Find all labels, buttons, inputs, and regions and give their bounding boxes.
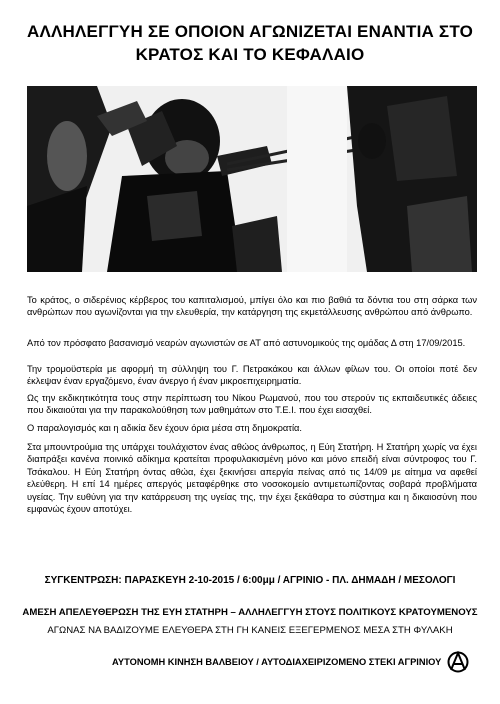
- paragraph-3: Την τρομοϋστερία με αφορμή τη σύλληψη του Γ. Πετρακάκου και άλλων φίλων του. Οι οποίοι ποτέ δεν έκλεψαν έναν εργαζόμενο, έναν άνεργο ή έναν μικροεπιχειρηματία.: [27, 364, 477, 387]
- slogan-struggle: ΑΓΩΝΑΣ ΝΑ ΒΑΔΙΖΟΥΜΕ ΕΛΕΥΘΕΡΑ ΣΤΗ ΓΗ ΚΑΝΕΙΣ ΕΞΕΓΕΡΜΕΝΟΣ ΜΕΣΑ ΣΤΗ ΦΥΛΑΚΗ: [47, 625, 453, 636]
- poster-title-line-2: ΚΡΑΤΟΣ ΚΑΙ ΤΟ ΚΕΦΑΛΑΙΟ: [135, 45, 365, 64]
- footer: [0, 651, 500, 675]
- paragraph-5: Ο παραλογισμός και η αδικία δεν έχουν όρια μέσα στη δημοκρατία.: [27, 423, 302, 433]
- footer-signature: ΑΥΤΟΝΟΜΗ ΚΙΝΗΣΗ ΒΑΛΒΕΙΟΥ / ΑΥΤΟΔΙΑΧΕΙΡΙΖΟΜΕΝΟ ΣΤΕΚΙ ΑΓΡΙΝΙΟΥ: [112, 657, 442, 667]
- slingshot-photo: [27, 86, 477, 272]
- paragraph-1: Το κράτος, ο σιδερένιος κέρβερος του καπιταλισμού, μπίγει όλο και πιο βαθιά τα δόντια του στη σάρκα των ανθρώπων που αγωνίζονται για την ελευθερία, την κατάργηση της εκμετάλλευσης ανθρώπου από άνθρωπο.: [27, 295, 477, 318]
- paragraph-6: Στα μπουντρούμια της υπάρχει τουλάχιστον ένας αθώος άνθρωπος, η Εύη Στατήρη. Η Στατήρη χωρίς να έχει διαπράξει κανένα ποινικό αδίκημα κρατείται προφυλακισμένη μόνο και μόνο επειδή είναι σύντροφος του Γ. Τσάκαλου. Η Εύη Στατήρη όντας αθώα, έχει ξεκινήσει απεργία πείνας από τις 14/09 με αίτημα να αφεθεί ελεύθερη. Η επί 14 ημέρες απεργός μεταφέρθηκε στο νοσοκομείο αντιμετωπίζοντας σοβαρά προβλήματα υγείας. Την ευθύνη για την κατάρρευση της υγείας της, την έχει ξεκάθαρα το σύστημα και η δικαιοσύνη που εμφανώς έχουν αποτύχει.: [27, 442, 477, 515]
- meeting-info: ΣΥΓΚΕΝΤΡΩΣΗ: ΠΑΡΑΣΚΕΥΗ 2-10-2015 / 6:00μμ / ΑΓΡΙΝΙΟ - ΠΛ. ΔΗΜΑΔΗ / ΜΕΣΟΛΟΓΙ: [44, 575, 456, 586]
- paragraph-2: Από τον πρόσφατο βασανισμό νεαρών αγωνιστών σε ΑΤ από αστυνομικούς της ομάδας Δ στη 17/09/2015.: [27, 338, 466, 348]
- slogan-release: ΑΜΕΣΗ ΑΠΕΛΕΥΘΕΡΩΣΗ ΤΗΣ ΕΥΗ ΣΤΑΤΗΡΗ – ΑΛΛΗΛΕΓΓΥΗ ΣΤΟΥΣ ΠΟΛΙΤΙΚΟΥΣ ΚΡΑΤΟΥΜΕΝΟΥΣ: [22, 607, 478, 618]
- poster-title-line-1: ΑΛΛΗΛΕΓΓΥΗ ΣΕ ΟΠΟΙΟΝ ΑΓΩΝΙΖΕΤΑΙ ΕΝΑΝΤΙΑ ΣΤΟ: [26, 22, 474, 41]
- paragraph-4: Ως την εκδικητικότητα τους στην περίπτωση του Νίκου Ρωμανού, που του στερούν τις εκπαιδευτικές άδειες που δικαιούται για την παρακολούθηση των μαθημάτων στο Τ.Ε.Ι. που έχει εισαχθεί.: [27, 393, 477, 416]
- anarchy-symbol-icon: [447, 651, 469, 673]
